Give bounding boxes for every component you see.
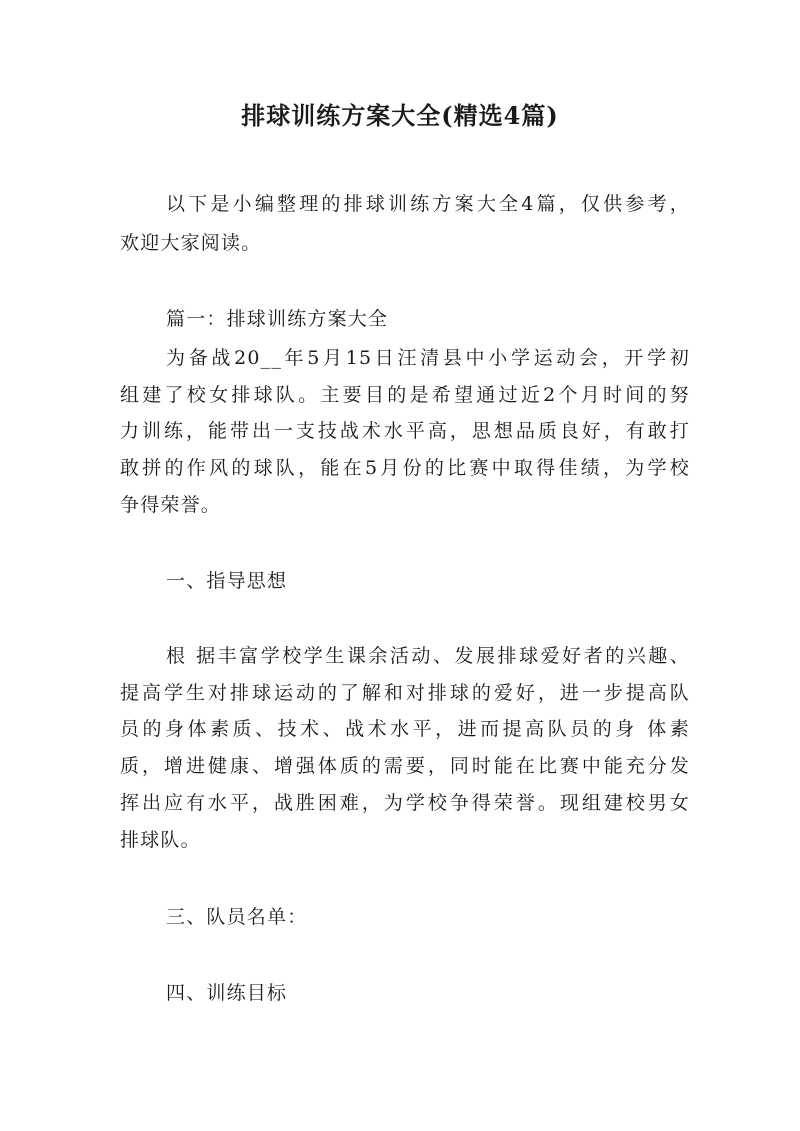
section1-para-line-2: 提高学生对排球运动的了解和对排球的爱好，进一步提高队 [120,682,690,704]
section3-heading: 三、队员名单： [166,906,308,928]
chapter1-para-line-2: 组建了校女排球队。主要目的是希望通过近2个月时间的努 [120,384,690,406]
chapter1-heading: 篇一：排球训练方案大全 [166,308,389,330]
chapter1-para-line-5: 争得荣誉。 [120,494,222,516]
section1-para-line-1: 根 据丰富学校学生课余活动、发展排球爱好者的兴趣、 [166,645,690,667]
chapter1-para-line-4: 敢拼的作风的球队，能在5月份的比赛中取得佳绩，为学校 [120,457,690,479]
section1-para-line-4: 质，增进健康、增强体质的需要，同时能在比赛中能充分发 [120,755,690,777]
chapter1-para-line-1: 为备战20__年5月15日汪清县中小学运动会，开学初 [166,347,690,369]
intro-line-1: 以下是小编整理的排球训练方案大全4篇，仅供参考， [166,193,690,215]
section1-para-line-3: 员的身体素质、技术、战术水平，进而提高队员的身 体素 [120,718,690,740]
intro-line-2: 欢迎大家阅读。 [120,232,262,254]
section4-heading: 四、训练目标 [166,982,288,1004]
document-title: 排球训练方案大全(精选4篇) [241,101,559,130]
chapter1-para-line-3: 力训练，能带出一支技战术水平高，思想品质良好，有敢打 [120,420,690,442]
section1-heading: 一、指导思想 [166,570,288,592]
section1-para-line-5: 挥出应有水平，战胜困难，为学校争得荣誉。现组建校男女 [120,792,690,814]
section1-para-line-6: 排球队。 [120,829,201,851]
